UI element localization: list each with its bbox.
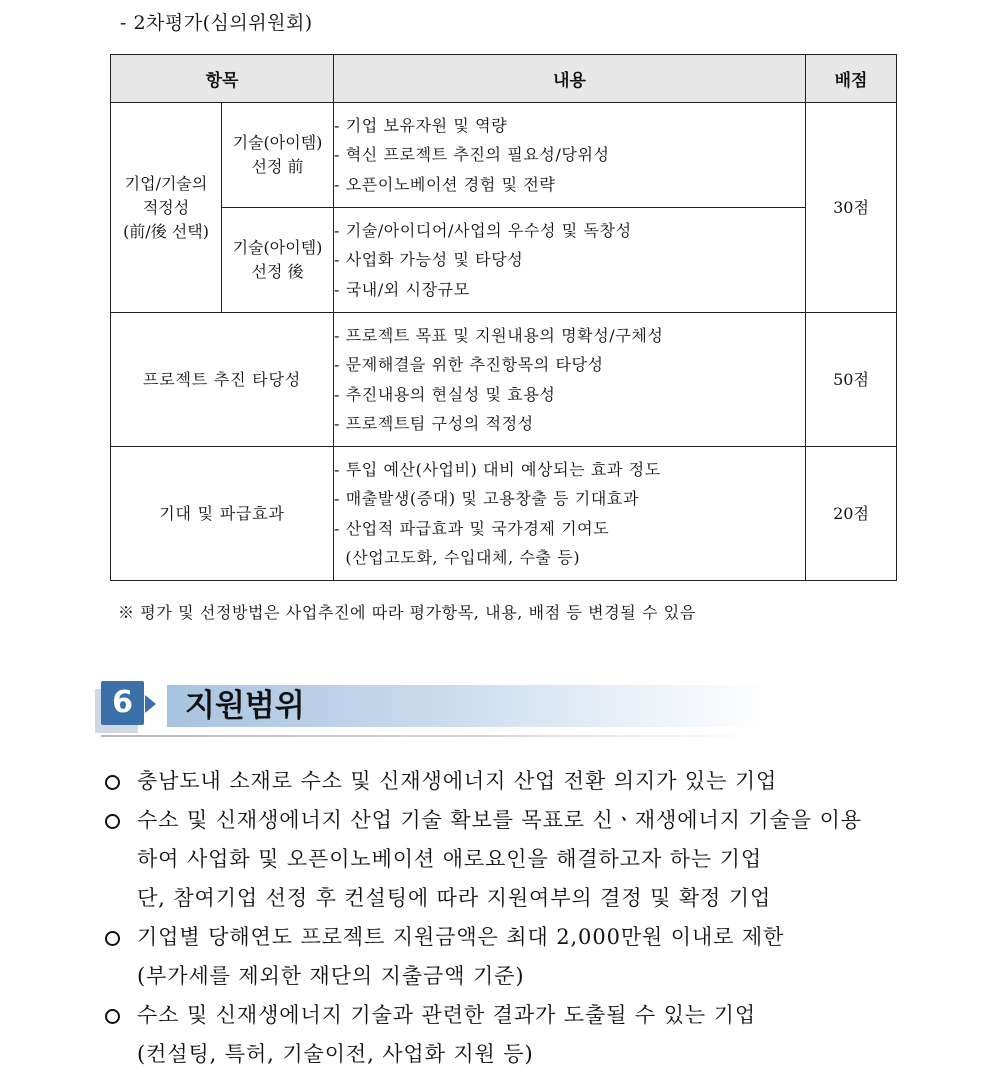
list-item-text: 기업별 당해연도 프로젝트 지원금액은 최대 2,000만원 이내로 제한 bbox=[137, 925, 785, 949]
circle-bullet-icon bbox=[105, 931, 120, 946]
circle-bullet-icon bbox=[105, 814, 120, 829]
list-item-text: 수소 및 신재생에너지 산업 기술 확보를 목표로 신ㆍ재생에너지 기술을 이용 bbox=[137, 808, 862, 832]
circle-bullet-icon bbox=[105, 1009, 120, 1024]
table-row bbox=[111, 313, 897, 447]
table-header-row bbox=[111, 55, 897, 103]
subcategory-line: 선정 後 bbox=[251, 262, 304, 281]
table-row bbox=[111, 447, 897, 581]
table-row bbox=[111, 208, 897, 313]
content-item: (산업고도화, 수입대체, 수출 등) bbox=[334, 548, 581, 567]
circle-bullet-icon bbox=[105, 775, 120, 790]
list-item-continuation bbox=[105, 957, 905, 996]
section-number: 6 bbox=[101, 681, 144, 725]
list-item-text: 하여 사업화 및 오픈이노베이션 애로요인을 해결하고자 하는 기업 bbox=[137, 847, 763, 871]
subcategory-line: 선정 前 bbox=[251, 157, 304, 176]
section-underline bbox=[101, 735, 761, 737]
list-item bbox=[105, 801, 905, 840]
evaluation-table bbox=[110, 54, 897, 581]
header-score: 배점 bbox=[806, 55, 897, 103]
content-item: - 프로젝트팀 구성의 적정성 bbox=[334, 414, 534, 433]
content-item: - 산업적 파급효과 및 국가경제 기여도 bbox=[334, 518, 610, 538]
subcategory-line: 기술(아이템) bbox=[232, 238, 323, 257]
section-header bbox=[95, 681, 775, 741]
content-item: - 국내/외 시장규모 bbox=[334, 279, 470, 299]
content-item: - 투입 예산(사업비) 대비 예상되는 효과 정도 bbox=[334, 459, 661, 479]
list-item-continuation bbox=[105, 879, 905, 918]
header-item: 항목 bbox=[111, 55, 334, 103]
category-line: 기업/기술의 bbox=[124, 173, 208, 193]
list-item-continuation bbox=[105, 840, 905, 879]
content-cell bbox=[334, 447, 806, 581]
category-line: (前/後 선택) bbox=[123, 221, 209, 241]
content-item: - 기업 보유자원 및 역량 bbox=[334, 115, 508, 135]
content-cell bbox=[334, 103, 806, 208]
evaluation-subheading: - 2차평가(심의위원회) bbox=[120, 12, 313, 34]
content-cell bbox=[334, 313, 806, 447]
score-cell: 50점 bbox=[806, 313, 897, 447]
content-item: - 혁신 프로젝트 추진의 필요성/당위성 bbox=[334, 145, 610, 165]
list-item-text: (부가세를 제외한 재단의 지출금액 기준) bbox=[137, 964, 525, 988]
list-item bbox=[105, 996, 905, 1035]
header-content: 내용 bbox=[334, 55, 806, 103]
content-item: - 추진내용의 현실성 및 효용성 bbox=[334, 384, 556, 404]
list-item bbox=[105, 918, 905, 957]
score-cell: 30점 bbox=[806, 103, 897, 313]
category-line: 적정성 bbox=[142, 197, 190, 217]
list-item-continuation bbox=[105, 1035, 905, 1074]
subcategory-cell bbox=[222, 208, 334, 313]
list-item-text: 충남도내 소재로 수소 및 신재생에너지 산업 전환 의지가 있는 기업 bbox=[137, 769, 778, 793]
category-cell bbox=[111, 103, 222, 313]
subcategory-cell bbox=[222, 103, 334, 208]
subcategory-line: 기술(아이템) bbox=[232, 133, 323, 152]
category-cell: 프로젝트 추진 타당성 bbox=[111, 313, 334, 447]
content-item: - 프로젝트 목표 및 지원내용의 명확성/구체성 bbox=[334, 325, 664, 345]
evaluation-note: ※ 평가 및 선정방법은 사업추진에 따라 평가항목, 내용, 배점 등 변경될 수 있음 bbox=[118, 603, 696, 622]
score-cell: 20점 bbox=[806, 447, 897, 581]
list-item-text: (컨설팅, 특허, 기술이전, 사업화 지원 등) bbox=[137, 1042, 534, 1066]
table-row bbox=[111, 103, 897, 208]
section-title: 지원범위 bbox=[185, 688, 305, 724]
support-scope-list bbox=[105, 762, 905, 1074]
list-item bbox=[105, 762, 905, 801]
section-arrow-icon bbox=[145, 695, 156, 713]
list-item-text: 단, 참여기업 선정 후 컨설팅에 따라 지원여부의 결정 및 확정 기업 bbox=[137, 886, 772, 910]
content-item: - 사업화 가능성 및 타당성 bbox=[334, 250, 524, 270]
content-item: - 기술/아이디어/사업의 우수성 및 독창성 bbox=[334, 220, 632, 240]
content-item: - 매출발생(증대) 및 고용창출 등 기대효과 bbox=[334, 489, 640, 508]
list-item-text: 수소 및 신재생에너지 기술과 관련한 결과가 도출될 수 있는 기업 bbox=[137, 1003, 757, 1027]
content-cell bbox=[334, 208, 806, 313]
content-item: - 문제해결을 위한 추진항목의 타당성 bbox=[334, 355, 604, 374]
content-item: - 오픈이노베이션 경험 및 전략 bbox=[334, 174, 556, 194]
category-cell: 기대 및 파급효과 bbox=[111, 447, 334, 581]
